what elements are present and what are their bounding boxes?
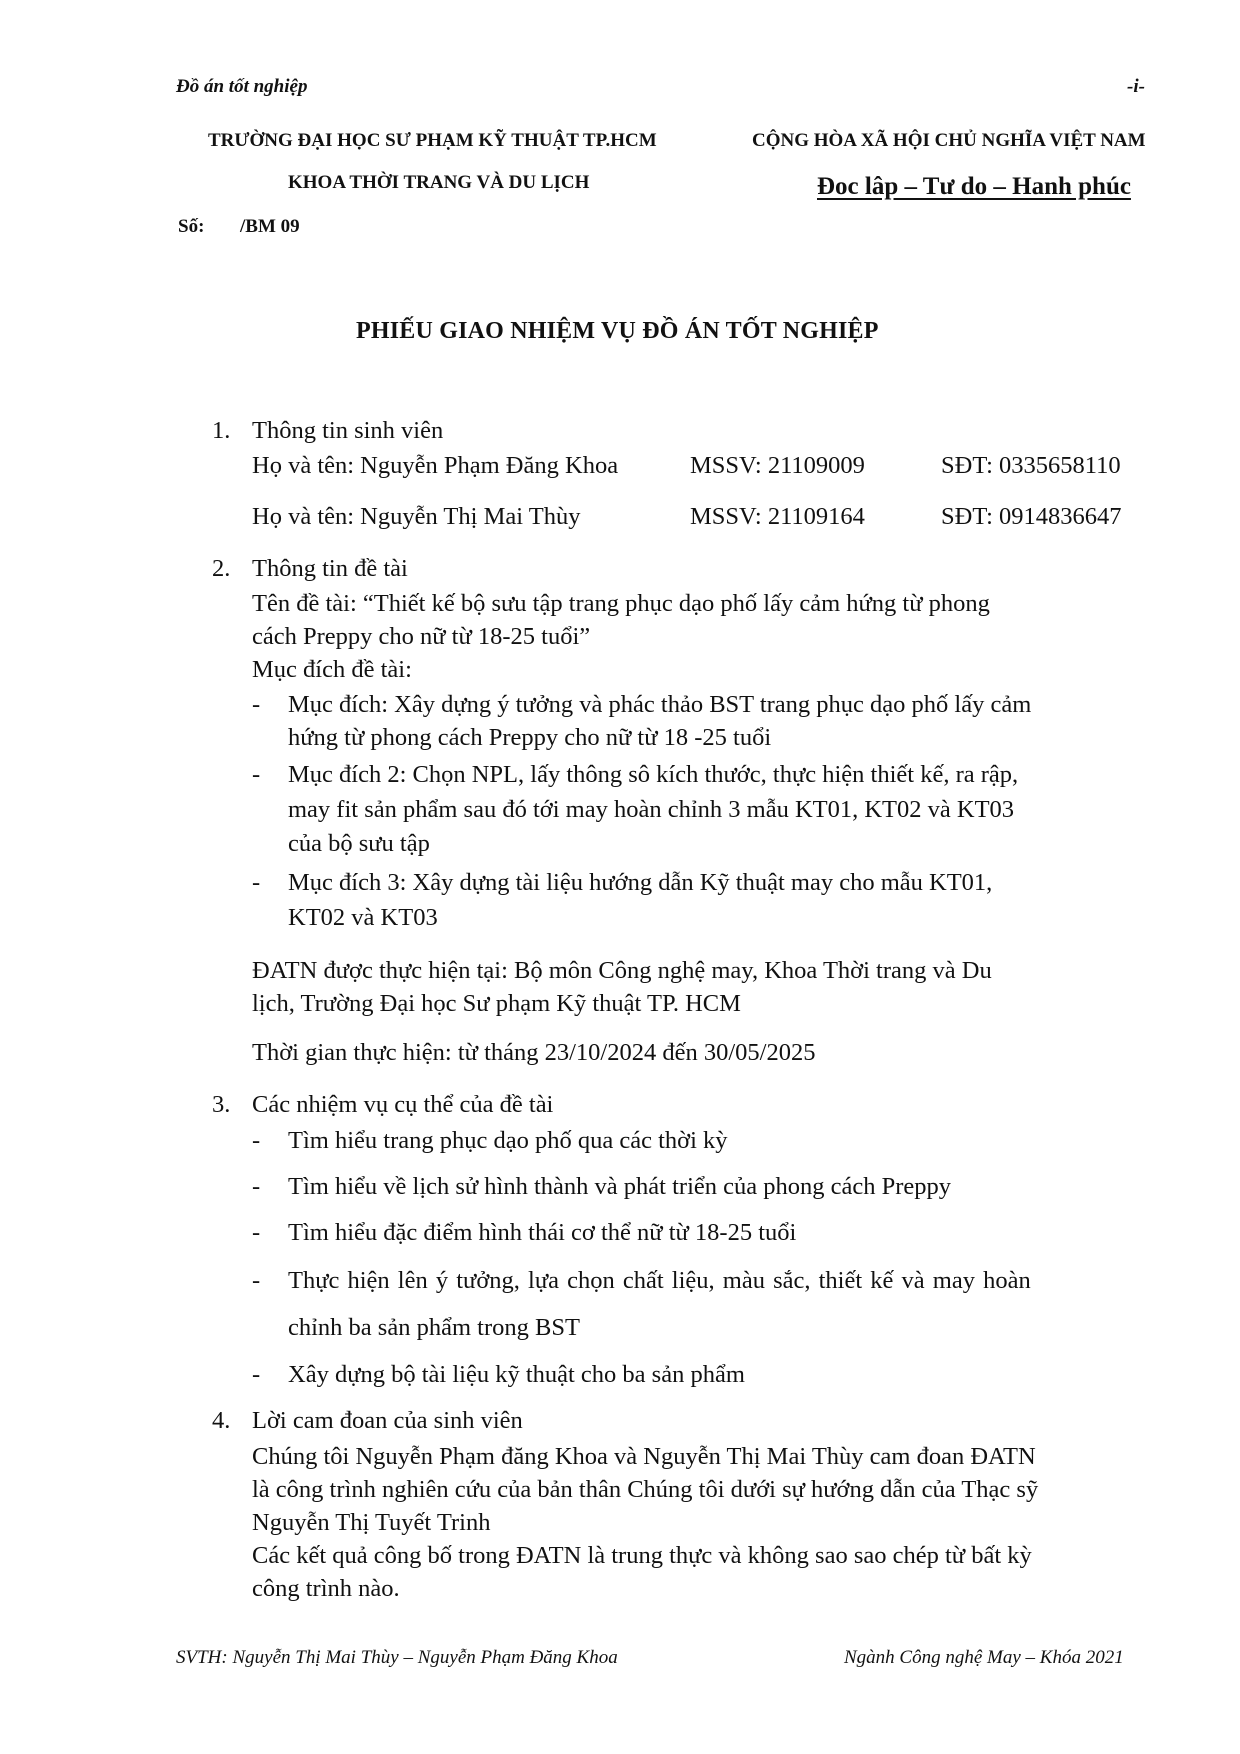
purpose-3-line-2: KT02 và KT03: [288, 904, 438, 931]
student1-name: Họ và tên: Nguyễn Phạm Đăng Khoa: [252, 452, 619, 479]
purpose-bullet-dash: -: [252, 691, 261, 718]
purpose-2-line-1: Mục đích 2: Chọn NPL, lấy thông sô kích thước, thực hiện thiết kế, ra rập,: [288, 761, 1019, 788]
document-number-label: Số:: [178, 216, 205, 237]
footer-authors: SVTH: Nguyễn Thị Mai Thùy – Nguyễn Phạm Đăng Khoa: [176, 1647, 618, 1668]
commitment-line-3: Nguyễn Thị Tuyết Trinh: [252, 1509, 491, 1536]
task-dash: -: [252, 1267, 261, 1294]
section1-heading: Thông tin sinh viên: [252, 417, 444, 444]
page-number: -i-: [1127, 76, 1145, 97]
purpose-heading: Mục đích đề tài:: [252, 656, 412, 683]
purpose-bullet-dash: -: [252, 869, 261, 896]
purpose-2-line-3: của bộ sưu tập: [288, 830, 430, 857]
task-item: Xây dựng bộ tài liệu kỹ thuật cho ba sản phẩm: [288, 1361, 745, 1388]
section2-number: 2.: [212, 555, 231, 582]
place-line-2: lịch, Trường Đại học Sư phạm Kỹ thuật TP. HCM: [252, 990, 741, 1017]
purpose-1-line-2: hứng từ phong cách Preppy cho nữ từ 18 -25 tuổi: [288, 724, 772, 751]
task-item: Tìm hiểu về lịch sử hình thành và phát triển của phong cách Preppy: [288, 1173, 952, 1200]
section3-number: 3.: [212, 1091, 231, 1118]
document-number-value: /BM 09: [240, 216, 300, 237]
school-name: TRƯỜNG ĐẠI HỌC SƯ PHẠM KỸ THUẬT TP.HCM: [208, 130, 657, 151]
purpose-2-line-2: may fit sản phẩm sau đó tới may hoàn chỉnh 3 mẫu KT01, KT02 và KT03: [288, 796, 1015, 823]
task-item: Tìm hiểu trang phục dạo phố qua các thời kỳ: [288, 1127, 728, 1154]
task-item: Thực hiện lên ý tưởng, lựa chọn chất liệu, màu sắc, thiết kế và may hoàn: [288, 1267, 1031, 1294]
topic-line-2: cách Preppy cho nữ từ 18-25 tuổi”: [252, 623, 591, 650]
section4-number: 4.: [212, 1407, 231, 1434]
commitment-line-1: Chúng tôi Nguyễn Phạm đăng Khoa và Nguyễn Thị Mai Thùy cam đoan ĐATN: [252, 1443, 1036, 1470]
task-item: Tìm hiểu đặc điểm hình thái cơ thể nữ từ 18-25 tuổi: [288, 1219, 797, 1246]
footer-program: Ngành Công nghệ May – Khóa 2021: [844, 1647, 1124, 1668]
section2-heading: Thông tin đề tài: [252, 555, 408, 582]
running-header-title: Đồ án tốt nghiệp: [176, 76, 308, 97]
faculty-name: KHOA THỜI TRANG VÀ DU LỊCH: [288, 172, 590, 193]
nation-name: CỘNG HÒA XÃ HỘI CHỦ NGHĨA VIỆT NAM: [752, 130, 1146, 151]
task-dash: -: [252, 1127, 261, 1154]
student2-mssv: MSSV: 21109164: [690, 503, 865, 530]
commitment-line-5: công trình nào.: [252, 1575, 400, 1602]
place-line-1: ĐATN được thực hiện tại: Bộ môn Công nghệ may, Khoa Thời trang và Du: [252, 957, 992, 984]
topic-line-1: Tên đề tài: “Thiết kế bộ sưu tập trang phục dạo phố lấy cảm hứng từ phong: [252, 590, 990, 617]
student2-name: Họ và tên: Nguyễn Thị Mai Thùy: [252, 503, 581, 530]
purpose-3-line-1: Mục đích 3: Xây dựng tài liệu hướng dẫn Kỹ thuật may cho mẫu KT01,: [288, 869, 993, 896]
task-dash: -: [252, 1361, 261, 1388]
section1-number: 1.: [212, 417, 231, 444]
purpose-bullet-dash: -: [252, 761, 261, 788]
student1-phone: SĐT: 0335658110: [941, 452, 1121, 479]
purpose-1-line-1: Mục đích: Xây dựng ý tưởng và phác thảo BST trang phục dạo phố lấy cảm: [288, 691, 1032, 718]
task-dash: -: [252, 1173, 261, 1200]
commitment-line-4: Các kết quả công bố trong ĐATN là trung thực và không sao sao chép từ bất kỳ: [252, 1542, 1032, 1569]
commitment-line-2: là công trình nghiên cứu của bản thân Chúng tôi dưới sự hướng dẫn của Thạc sỹ: [252, 1476, 1039, 1503]
student1-mssv: MSSV: 21109009: [690, 452, 865, 479]
national-motto: Đoc lâp – Tư do – Hanh phúc: [817, 173, 1131, 200]
task-dash: -: [252, 1219, 261, 1246]
page-title: PHIẾU GIAO NHIỆM VỤ ĐỒ ÁN TỐT NGHIỆP: [356, 318, 879, 344]
time-range: Thời gian thực hiện: từ tháng 23/10/2024 đến 30/05/2025: [252, 1039, 816, 1066]
task-item-continuation: chỉnh ba sản phẩm trong BST: [288, 1314, 580, 1341]
student2-phone: SĐT: 0914836647: [941, 503, 1122, 530]
section3-heading: Các nhiệm vụ cụ thể của đề tài: [252, 1091, 554, 1118]
section4-heading: Lời cam đoan của sinh viên: [252, 1407, 523, 1434]
